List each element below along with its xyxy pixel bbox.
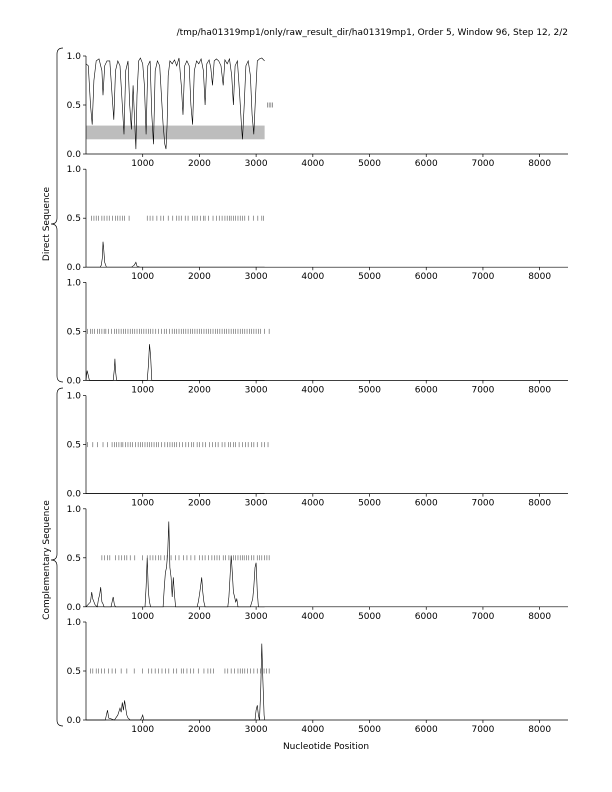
x-tick-label: 8000	[528, 611, 552, 622]
panel-6	[67, 618, 568, 735]
x-tick-label: 7000	[471, 385, 495, 396]
series-line-coding-probability	[86, 242, 265, 268]
panel-4	[67, 392, 568, 509]
y-tick-label: 0.5	[66, 667, 81, 677]
x-tick-label: 1000	[131, 385, 155, 396]
y-tick-label: 0.0	[66, 263, 81, 274]
panel-1	[67, 52, 568, 169]
x-tick-label: 2000	[187, 159, 211, 169]
x-tick-label: 5000	[358, 725, 381, 735]
x-tick-label: 8000	[528, 159, 552, 169]
x-tick-label: 3000	[244, 498, 268, 509]
y-tick-label: 0.5	[66, 101, 81, 111]
x-tick-label: 1000	[131, 272, 155, 283]
direct-sequence-brace	[51, 48, 63, 382]
y-tick-label: 0.5	[66, 553, 81, 564]
y-tick-label: 1.0	[66, 391, 81, 402]
x-tick-label: 3000	[244, 385, 268, 396]
x-tick-label: 1000	[131, 611, 155, 622]
series-line-coding-probability	[86, 344, 265, 380]
x-tick-label: 2000	[187, 385, 211, 396]
complementary-sequence-label: Complementary Sequence	[42, 500, 52, 620]
x-tick-label: 7000	[471, 611, 495, 622]
x-tick-label: 8000	[528, 498, 552, 509]
x-tick-label: 2000	[187, 272, 211, 283]
x-tick-label: 3000	[244, 272, 268, 283]
x-tick-label: 3000	[244, 611, 268, 622]
x-tick-label: 5000	[358, 498, 381, 509]
x-axis-title: Nucleotide Position	[282, 742, 370, 752]
x-tick-label: 5000	[358, 385, 381, 396]
x-tick-label: 4000	[301, 498, 325, 509]
x-tick-label: 1000	[131, 725, 155, 735]
y-tick-label: 0.0	[66, 602, 81, 613]
x-tick-label: 7000	[471, 159, 495, 169]
panels	[67, 52, 568, 735]
x-tick-label: 7000	[471, 725, 495, 735]
x-tick-label: 7000	[471, 498, 495, 509]
x-tick-label: 1000	[131, 498, 155, 509]
panel-5	[67, 505, 568, 622]
complementary-sequence-brace	[51, 388, 63, 726]
y-tick-label: 0.5	[66, 440, 81, 451]
x-tick-label: 2000	[187, 725, 211, 735]
x-tick-label: 5000	[358, 272, 381, 283]
direct-sequence-label: Direct Sequence	[42, 186, 52, 262]
x-tick-label: 6000	[414, 611, 438, 622]
x-tick-label: 6000	[414, 385, 438, 396]
x-tick-label: 5000	[358, 611, 381, 622]
x-tick-label: 5000	[358, 159, 381, 169]
y-tick-label: 1.0	[66, 165, 81, 176]
x-tick-label: 4000	[301, 159, 325, 169]
x-tick-label: 3000	[244, 725, 268, 735]
x-tick-label: 2000	[187, 498, 211, 509]
y-tick-label: 0.0	[66, 376, 81, 387]
y-tick-label: 1.0	[66, 278, 81, 289]
panel-3	[67, 278, 568, 395]
x-tick-label: 3000	[244, 159, 268, 169]
x-tick-label: 4000	[301, 272, 325, 283]
series-line-coding-probability	[86, 522, 265, 607]
x-tick-label: 6000	[414, 725, 438, 735]
y-tick-label: 0.0	[66, 489, 81, 500]
y-tick-label: 0.0	[66, 716, 81, 726]
y-tick-label: 1.0	[66, 618, 81, 628]
shaded-band	[86, 126, 265, 140]
x-tick-label: 4000	[301, 385, 325, 396]
y-tick-label: 0.0	[66, 150, 81, 160]
x-tick-label: 2000	[187, 611, 211, 622]
x-tick-label: 1000	[131, 159, 155, 169]
y-tick-label: 0.5	[66, 214, 81, 225]
y-tick-label: 1.0	[66, 504, 81, 515]
chart-title: /tmp/ha01319mp1/only/raw_result_dir/ha01319mp1, Order 5, Window 96, Step 12, 2/2	[176, 28, 568, 38]
y-tick-label: 1.0	[66, 52, 81, 62]
x-tick-label: 8000	[528, 725, 552, 735]
x-tick-label: 8000	[528, 385, 552, 396]
y-tick-label: 0.5	[66, 327, 81, 338]
x-tick-label: 4000	[301, 725, 325, 735]
panel-2	[67, 165, 568, 282]
x-tick-label: 4000	[301, 611, 325, 622]
series-line-coding-probability	[86, 644, 265, 720]
x-tick-label: 6000	[414, 272, 438, 283]
x-tick-label: 6000	[414, 159, 438, 169]
x-tick-label: 6000	[414, 498, 438, 509]
x-tick-label: 8000	[528, 272, 552, 283]
x-tick-label: 7000	[471, 272, 495, 283]
